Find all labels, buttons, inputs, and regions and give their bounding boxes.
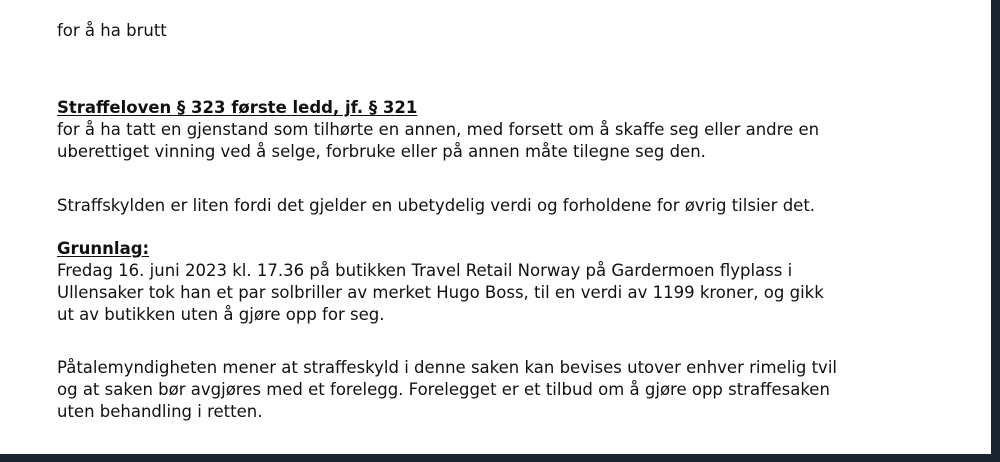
grounds-section — [57, 238, 824, 326]
charge-line-1: for å ha tatt en gjenstand som tilhørte en annen, med forsett om å skaffe seg eller andre en — [57, 120, 820, 139]
charge-line-2: uberettiget vinning ved å selge, forbruke eller på annen måte tilegne seg den. — [57, 142, 706, 161]
intro-text: for å ha brutt — [57, 21, 167, 40]
grounds-line-1: Fredag 16. juni 2023 kl. 17.36 på butikken Travel Retail Norway på Gardermoen flyplass i — [57, 261, 793, 280]
grounds-line-2: Ullensaker tok han et par solbriller av merket Hugo Boss, til en verdi av 1199 kroner, og gikk — [57, 283, 824, 302]
charge-section — [57, 97, 819, 163]
grounds-heading: Grunnlag: — [57, 239, 150, 258]
prosecution-section — [57, 357, 837, 423]
prosecution-line-2: og at saken bør avgjøres med et forelegg. Forelegget er et tilbud om å gjøre opp straffesaken — [57, 380, 830, 399]
prosecution-line-1: Påtalemyndigheten mener at straffeskyld i denne saken kan bevises utover enhver rimelig tvil — [57, 358, 837, 377]
prosecution-line-3: uten behandling i retten. — [57, 402, 263, 421]
charge-heading: Straffeloven § 323 første ledd, jf. § 321 — [57, 98, 418, 117]
grounds-line-3: ut av butikken uten å gjøre opp for seg. — [57, 305, 385, 324]
guilt-note-text: Straffskylden er liten fordi det gjelder en ubetydelig verdi og forholdene for øvrig tilsier det. — [57, 196, 816, 215]
guilt-note — [57, 195, 815, 217]
intro-line — [57, 20, 167, 42]
